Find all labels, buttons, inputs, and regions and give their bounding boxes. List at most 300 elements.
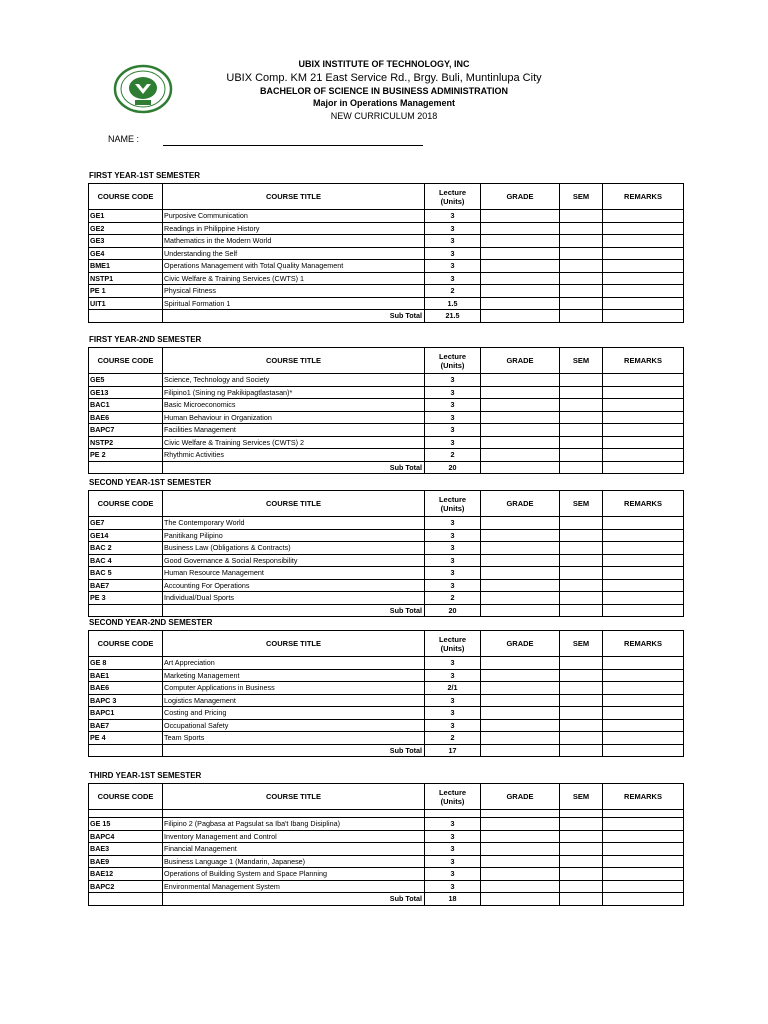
remarks-cell[interactable] <box>603 285 684 298</box>
course-code: GE2 <box>89 222 163 235</box>
table-row <box>89 449 684 462</box>
table-row <box>89 517 684 530</box>
course-title: Basic Microeconomics <box>163 399 425 412</box>
remarks-cell[interactable] <box>603 843 684 856</box>
course-title: The Contemporary World <box>163 517 425 530</box>
col-header-code: COURSE CODE <box>89 631 163 657</box>
subtotal-row <box>89 604 684 617</box>
course-title: Understanding the Self <box>163 247 425 260</box>
program-name: BACHELOR OF SCIENCE IN BUSINESS ADMINISTRATION <box>259 85 508 96</box>
grade-cell[interactable] <box>481 260 560 273</box>
course-title: Art Appreciation <box>163 657 425 670</box>
course-code: PE 2 <box>89 449 163 462</box>
course-code: BAE9 <box>89 855 163 868</box>
course-units: 3 <box>425 411 481 424</box>
sem-cell[interactable] <box>560 374 603 387</box>
table-row <box>89 579 684 592</box>
course-units: 3 <box>425 386 481 399</box>
sem-cell[interactable] <box>560 669 603 682</box>
subtotal-row <box>89 310 684 323</box>
header-row <box>89 184 684 210</box>
course-units: 3 <box>425 374 481 387</box>
sem-cell[interactable] <box>560 285 603 298</box>
remarks-cell[interactable] <box>603 567 684 580</box>
semester-title: FIRST YEAR-2ND SEMESTER <box>89 335 202 344</box>
sem-cell[interactable] <box>560 682 603 695</box>
col-header-units <box>425 784 481 810</box>
remarks-cell[interactable] <box>603 260 684 273</box>
remarks-cell[interactable] <box>603 210 684 223</box>
col-header-grade: GRADE <box>481 784 560 810</box>
grade-cell[interactable] <box>481 868 560 881</box>
remarks-cell[interactable] <box>603 868 684 881</box>
col-header-code: COURSE CODE <box>89 491 163 517</box>
course-title: Accounting For Operations <box>163 579 425 592</box>
course-units: 3 <box>425 868 481 881</box>
col-header-units <box>425 631 481 657</box>
subtotal-blank <box>89 604 163 617</box>
remarks-cell[interactable] <box>603 855 684 868</box>
remarks-cell[interactable] <box>603 424 684 437</box>
grade-cell[interactable] <box>481 436 560 449</box>
col-header-remarks: REMARKS <box>603 348 684 374</box>
document-header <box>170 58 598 122</box>
subtotal-row <box>89 893 684 906</box>
col-header-units-line2: (Units) <box>440 796 465 806</box>
course-code: BAC 2 <box>89 542 163 555</box>
course-units: 3 <box>425 436 481 449</box>
col-header-units <box>425 491 481 517</box>
grade-cell[interactable] <box>481 657 560 670</box>
table-row <box>89 529 684 542</box>
course-code: BAE7 <box>89 719 163 732</box>
grade-cell[interactable] <box>481 567 560 580</box>
subtotal-blank <box>89 744 163 757</box>
subtotal-remarks <box>603 893 684 906</box>
subtotal-label: Sub Total <box>163 604 425 617</box>
remarks-cell[interactable] <box>603 272 684 285</box>
sem-cell[interactable] <box>560 260 603 273</box>
subtotal-grade <box>481 604 560 617</box>
table-row <box>89 297 684 310</box>
remarks-cell[interactable] <box>603 399 684 412</box>
grade-cell[interactable] <box>481 694 560 707</box>
col-header-units-line1: Lecture <box>438 787 467 797</box>
course-units: 2/1 <box>425 682 481 695</box>
sem-cell[interactable] <box>560 554 603 567</box>
course-units: 3 <box>425 260 481 273</box>
subtotal-sem <box>560 893 603 906</box>
table-row <box>89 567 684 580</box>
blank-cell <box>603 810 684 818</box>
grade-cell[interactable] <box>481 843 560 856</box>
grade-cell[interactable] <box>481 818 560 831</box>
course-code: GE13 <box>89 386 163 399</box>
subtotal-remarks <box>603 461 684 474</box>
col-header-sem: SEM <box>560 491 603 517</box>
subtotal-remarks <box>603 744 684 757</box>
subtotal-blank <box>89 461 163 474</box>
course-units: 3 <box>425 830 481 843</box>
subtotal-blank <box>89 310 163 323</box>
course-units: 3 <box>425 855 481 868</box>
course-code: NSTP1 <box>89 272 163 285</box>
course-code: BAE6 <box>89 682 163 695</box>
sem-cell[interactable] <box>560 567 603 580</box>
subtotal-value: 18 <box>425 893 481 906</box>
remarks-cell[interactable] <box>603 436 684 449</box>
course-code: PE 3 <box>89 592 163 605</box>
major-name: Major in Operations Management <box>312 98 456 108</box>
remarks-cell[interactable] <box>603 707 684 720</box>
table-row <box>89 374 684 387</box>
course-code: GE4 <box>89 247 163 260</box>
grade-cell[interactable] <box>481 707 560 720</box>
sem-cell[interactable] <box>560 855 603 868</box>
course-code: GE1 <box>89 210 163 223</box>
institution-name: UBIX INSTITUTE OF TECHNOLOGY, INC <box>298 59 470 69</box>
subtotal-label: Sub Total <box>163 744 425 757</box>
course-code: GE 15 <box>89 818 163 831</box>
col-header-code: COURSE CODE <box>89 784 163 810</box>
subtotal-grade <box>481 310 560 323</box>
grade-cell[interactable] <box>481 554 560 567</box>
course-units: 3 <box>425 657 481 670</box>
course-title: Mathematics in the Modern World <box>163 235 425 248</box>
table-row <box>89 542 684 555</box>
table-row <box>89 436 684 449</box>
course-title: Rhythmic Activities <box>163 449 425 462</box>
remarks-cell[interactable] <box>603 694 684 707</box>
sem-cell[interactable] <box>560 449 603 462</box>
grade-cell[interactable] <box>481 592 560 605</box>
course-title: Filipino1 (Sining ng Pakikipagtlastasan)* <box>163 386 425 399</box>
header-row <box>89 348 684 374</box>
course-code: GE 8 <box>89 657 163 670</box>
grade-cell[interactable] <box>481 399 560 412</box>
col-header-title: COURSE TITLE <box>163 631 425 657</box>
course-title: Operations of Building System and Space Planning <box>163 868 425 881</box>
course-title: Facilities Management <box>163 424 425 437</box>
col-header-sem: SEM <box>560 631 603 657</box>
course-title: Computer Applications in Business <box>163 682 425 695</box>
table-row <box>89 657 684 670</box>
course-title: Human Resource Management <box>163 567 425 580</box>
grade-cell[interactable] <box>481 732 560 745</box>
grade-cell[interactable] <box>481 579 560 592</box>
sem-cell[interactable] <box>560 436 603 449</box>
grade-cell[interactable] <box>481 285 560 298</box>
course-units: 3 <box>425 843 481 856</box>
course-title: Logistics Management <box>163 694 425 707</box>
name-field[interactable] <box>163 145 423 146</box>
remarks-cell[interactable] <box>603 592 684 605</box>
grade-cell[interactable] <box>481 297 560 310</box>
sem-cell[interactable] <box>560 210 603 223</box>
course-units: 3 <box>425 424 481 437</box>
header-row <box>89 631 684 657</box>
grade-cell[interactable] <box>481 449 560 462</box>
subtotal-grade <box>481 744 560 757</box>
subtotal-row <box>89 744 684 757</box>
course-title: Civic Welfare & Training Services (CWTS) 1 <box>163 272 425 285</box>
col-header-grade: GRADE <box>481 184 560 210</box>
sem-cell[interactable] <box>560 386 603 399</box>
col-header-code: COURSE CODE <box>89 184 163 210</box>
table-row <box>89 235 684 248</box>
grade-cell[interactable] <box>481 880 560 893</box>
semester-table <box>88 630 684 757</box>
remarks-cell[interactable] <box>603 374 684 387</box>
table-row <box>89 210 684 223</box>
table-row <box>89 272 684 285</box>
course-units: 3 <box>425 707 481 720</box>
sem-cell[interactable] <box>560 592 603 605</box>
remarks-cell[interactable] <box>603 449 684 462</box>
subtotal-label: Sub Total <box>163 461 425 474</box>
course-code: PE 1 <box>89 285 163 298</box>
course-code: BAE6 <box>89 411 163 424</box>
course-units: 2 <box>425 449 481 462</box>
sem-cell[interactable] <box>560 297 603 310</box>
sem-cell[interactable] <box>560 719 603 732</box>
col-header-units-line2: (Units) <box>440 196 465 206</box>
sem-cell[interactable] <box>560 732 603 745</box>
semester-title: SECOND YEAR-1ST SEMESTER <box>89 478 212 487</box>
blank-row <box>89 810 684 818</box>
table-row <box>89 830 684 843</box>
course-units: 3 <box>425 399 481 412</box>
course-code: BME1 <box>89 260 163 273</box>
course-code: BAC 5 <box>89 567 163 580</box>
sem-cell[interactable] <box>560 657 603 670</box>
col-header-remarks: REMARKS <box>603 491 684 517</box>
course-units: 3 <box>425 210 481 223</box>
sem-cell[interactable] <box>560 843 603 856</box>
course-code: GE14 <box>89 529 163 542</box>
grade-cell[interactable] <box>481 235 560 248</box>
course-code: GE3 <box>89 235 163 248</box>
subtotal-sem <box>560 604 603 617</box>
grade-cell[interactable] <box>481 374 560 387</box>
grade-cell[interactable] <box>481 529 560 542</box>
grade-cell[interactable] <box>481 386 560 399</box>
subtotal-value: 20 <box>425 604 481 617</box>
remarks-cell[interactable] <box>603 732 684 745</box>
remarks-cell[interactable] <box>603 235 684 248</box>
semester-title: THIRD YEAR-1ST SEMESTER <box>89 771 202 780</box>
sem-cell[interactable] <box>560 424 603 437</box>
col-header-units <box>425 348 481 374</box>
course-units: 3 <box>425 818 481 831</box>
course-units: 3 <box>425 880 481 893</box>
subtotal-value: 21.5 <box>425 310 481 323</box>
subtotal-grade <box>481 893 560 906</box>
remarks-cell[interactable] <box>603 880 684 893</box>
table-row <box>89 669 684 682</box>
table-row <box>89 386 684 399</box>
course-units: 2 <box>425 592 481 605</box>
course-units: 3 <box>425 222 481 235</box>
course-title: Readings in Philippine History <box>163 222 425 235</box>
grade-cell[interactable] <box>481 542 560 555</box>
course-title: Individual/Dual Sports <box>163 592 425 605</box>
blank-cell <box>481 810 560 818</box>
grade-cell[interactable] <box>481 210 560 223</box>
grade-cell[interactable] <box>481 411 560 424</box>
remarks-cell[interactable] <box>603 818 684 831</box>
grade-cell[interactable] <box>481 222 560 235</box>
course-title: Inventory Management and Control <box>163 830 425 843</box>
course-units: 3 <box>425 567 481 580</box>
seal-logo-icon <box>113 64 173 114</box>
course-code: BAPC4 <box>89 830 163 843</box>
remarks-cell[interactable] <box>603 830 684 843</box>
subtotal-remarks <box>603 604 684 617</box>
sem-cell[interactable] <box>560 235 603 248</box>
col-header-remarks: REMARKS <box>603 784 684 810</box>
sem-cell[interactable] <box>560 868 603 881</box>
sem-cell[interactable] <box>560 880 603 893</box>
table-row <box>89 222 684 235</box>
table-row <box>89 592 684 605</box>
course-units: 3 <box>425 554 481 567</box>
sem-cell[interactable] <box>560 272 603 285</box>
col-header-title: COURSE TITLE <box>163 491 425 517</box>
sem-cell[interactable] <box>560 818 603 831</box>
course-title: Panitikang Pilipino <box>163 529 425 542</box>
sem-cell[interactable] <box>560 830 603 843</box>
grade-cell[interactable] <box>481 247 560 260</box>
col-header-units-line2: (Units) <box>440 643 465 653</box>
course-code: BAC1 <box>89 399 163 412</box>
remarks-cell[interactable] <box>603 529 684 542</box>
grade-cell[interactable] <box>481 424 560 437</box>
course-code: BAC 4 <box>89 554 163 567</box>
grade-cell[interactable] <box>481 517 560 530</box>
table-row <box>89 554 684 567</box>
course-title: Spiritual Formation 1 <box>163 297 425 310</box>
remarks-cell[interactable] <box>603 386 684 399</box>
sem-cell[interactable] <box>560 247 603 260</box>
course-units: 3 <box>425 579 481 592</box>
table-row <box>89 707 684 720</box>
course-title: Team Sports <box>163 732 425 745</box>
sem-cell[interactable] <box>560 579 603 592</box>
sem-cell[interactable] <box>560 399 603 412</box>
remarks-cell[interactable] <box>603 411 684 424</box>
course-code: BAPC 3 <box>89 694 163 707</box>
course-title: Costing and Pricing <box>163 707 425 720</box>
sem-cell[interactable] <box>560 542 603 555</box>
col-header-remarks: REMARKS <box>603 631 684 657</box>
col-header-sem: SEM <box>560 784 603 810</box>
sem-cell[interactable] <box>560 707 603 720</box>
course-units: 3 <box>425 719 481 732</box>
header-row <box>89 784 684 810</box>
grade-cell[interactable] <box>481 682 560 695</box>
remarks-cell[interactable] <box>603 579 684 592</box>
course-units: 3 <box>425 542 481 555</box>
col-header-units <box>425 184 481 210</box>
course-code: PE 4 <box>89 732 163 745</box>
semester-title: FIRST YEAR-1ST SEMESTER <box>89 171 200 180</box>
course-code: BAE3 <box>89 843 163 856</box>
remarks-cell[interactable] <box>603 297 684 310</box>
grade-cell[interactable] <box>481 830 560 843</box>
course-units: 3 <box>425 235 481 248</box>
course-title: Marketing Management <box>163 669 425 682</box>
curriculum-label: NEW CURRICULUM 2018 <box>330 110 438 121</box>
remarks-cell[interactable] <box>603 719 684 732</box>
course-units: 3 <box>425 529 481 542</box>
remarks-cell[interactable] <box>603 542 684 555</box>
course-units: 3 <box>425 669 481 682</box>
table-row <box>89 719 684 732</box>
sem-cell[interactable] <box>560 529 603 542</box>
course-title: Environmental Management System <box>163 880 425 893</box>
table-row <box>89 855 684 868</box>
table-row <box>89 818 684 831</box>
grade-cell[interactable] <box>481 669 560 682</box>
course-title: Business Law (Obligations & Contracts) <box>163 542 425 555</box>
grade-cell[interactable] <box>481 855 560 868</box>
remarks-cell[interactable] <box>603 669 684 682</box>
course-title: Operations Management with Total Quality Management <box>163 260 425 273</box>
col-header-units-line2: (Units) <box>440 360 465 370</box>
course-title: Physical Fitness <box>163 285 425 298</box>
remarks-cell[interactable] <box>603 517 684 530</box>
col-header-sem: SEM <box>560 184 603 210</box>
col-header-code: COURSE CODE <box>89 348 163 374</box>
col-header-title: COURSE TITLE <box>163 348 425 374</box>
grade-cell[interactable] <box>481 719 560 732</box>
table-row <box>89 285 684 298</box>
remarks-cell[interactable] <box>603 657 684 670</box>
sem-cell[interactable] <box>560 517 603 530</box>
semester-table <box>88 347 684 474</box>
subtotal-sem <box>560 310 603 323</box>
grade-cell[interactable] <box>481 272 560 285</box>
course-code: BAE12 <box>89 868 163 881</box>
remarks-cell[interactable] <box>603 222 684 235</box>
remarks-cell[interactable] <box>603 247 684 260</box>
course-title: Financial Management <box>163 843 425 856</box>
col-header-grade: GRADE <box>481 631 560 657</box>
sem-cell[interactable] <box>560 411 603 424</box>
col-header-remarks: REMARKS <box>603 184 684 210</box>
table-row <box>89 260 684 273</box>
remarks-cell[interactable] <box>603 682 684 695</box>
table-row <box>89 868 684 881</box>
semester-table <box>88 783 684 906</box>
course-code: NSTP2 <box>89 436 163 449</box>
table-row <box>89 247 684 260</box>
sem-cell[interactable] <box>560 222 603 235</box>
course-units: 1.5 <box>425 297 481 310</box>
course-code: BAPC7 <box>89 424 163 437</box>
sem-cell[interactable] <box>560 694 603 707</box>
course-code: BAPC1 <box>89 707 163 720</box>
subtotal-grade <box>481 461 560 474</box>
course-code: GE5 <box>89 374 163 387</box>
blank-cell <box>163 810 425 818</box>
subtotal-remarks <box>603 310 684 323</box>
remarks-cell[interactable] <box>603 554 684 567</box>
col-header-title: COURSE TITLE <box>163 184 425 210</box>
table-row <box>89 732 684 745</box>
header-row <box>89 491 684 517</box>
